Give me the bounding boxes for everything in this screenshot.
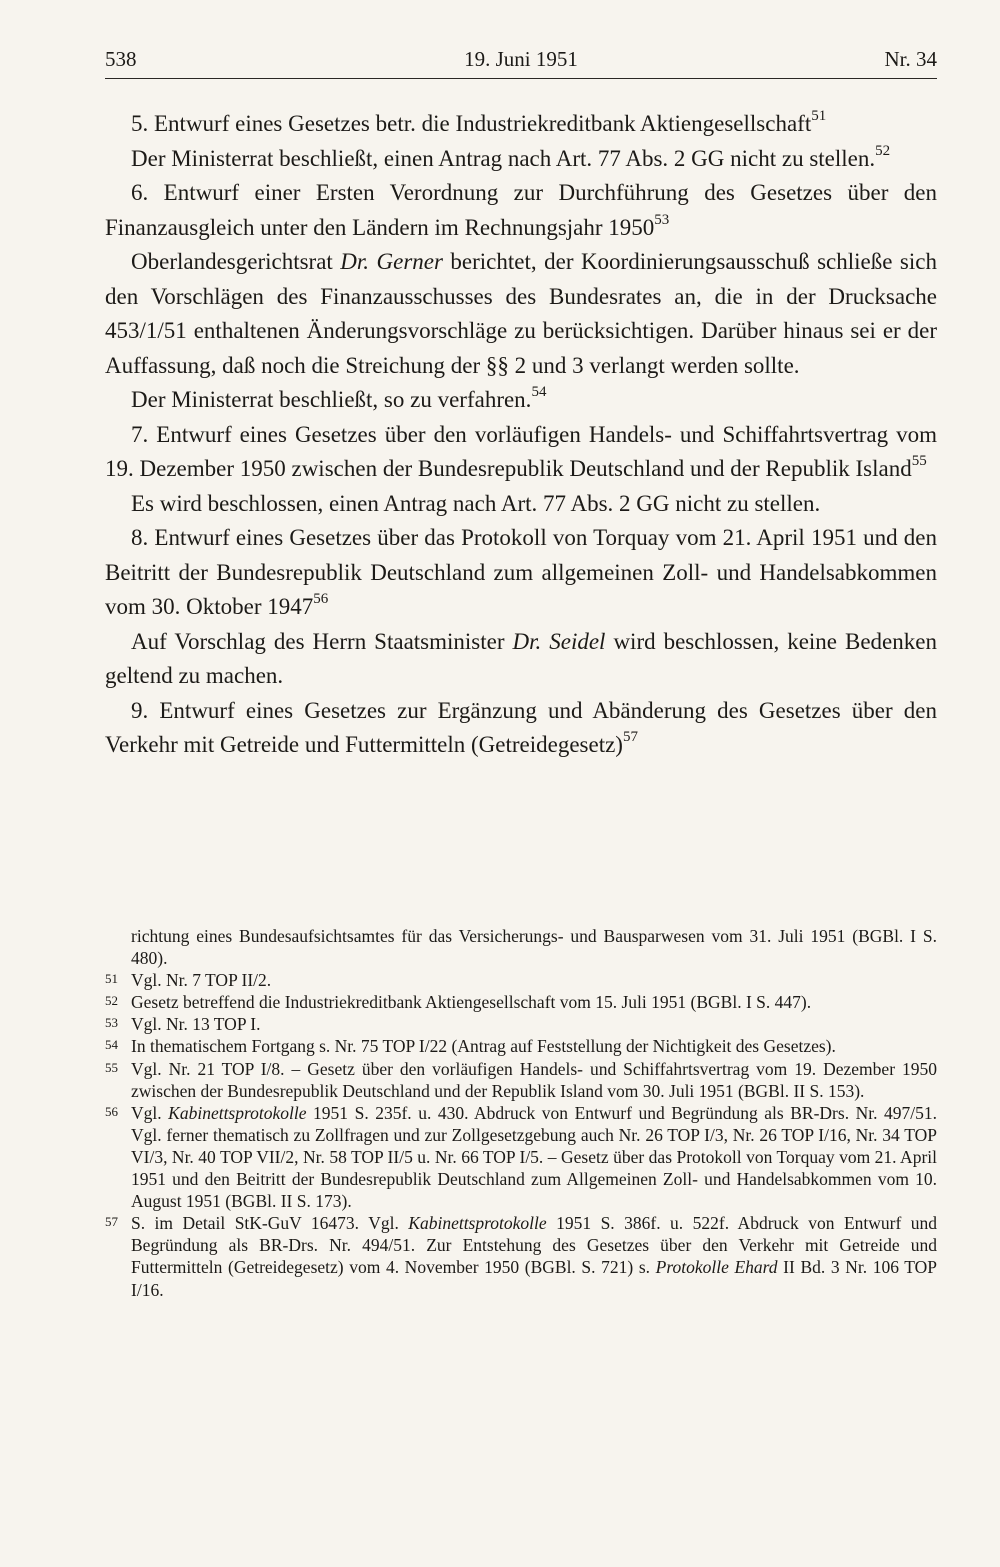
resolution-7: Es wird beschlossen, einen Antrag nach Art. 77 Abs. 2 GG nicht zu stellen.	[131, 490, 821, 516]
footnote-57: 57 S. im Detail StK-GuV 16473. Vgl. Kabinettsprotokolle 1951 S. 386f. u. 522f. Abdruck von Entwurf und Begründung als BR-Drs. Nr. 494/51. Zur Entstehung des Gesetzes über den Verkehr mit Getreide und Futtermitteln (Getreidegesetz) vom 4. November 1950 (BGBl. S. 721) s. Protokolle Ehard II Bd. 3 Nr. 106 TOP I/16.	[105, 1213, 937, 1300]
footnote-51: 51 Vgl. Nr. 7 TOP II/2.	[105, 970, 272, 991]
report-gerner: Oberlandesgerichtsrat Dr. Gerner berichtet, der Koordinierungsausschuß schließe sich den Vorschlägen des Finanzausschusses des Bundesrates an, die in der Drucksache 453/1/51 enthaltenen Änderungsvorschläge zu berücksichtigen. Darüber hinaus sei er der Auffassung, daß noch die Streichung der §§ 2 und 3 verlangt werden sollte.	[105, 249, 937, 378]
footnote-number: 55	[105, 1059, 118, 1075]
header-rule	[105, 78, 937, 79]
footnote-55: 55 Vgl. Nr. 21 TOP I/8. – Gesetz über den vorläufigen Handels- und Schiffahrtsvertrag vom 19. Dezember 1950 zwischen der Bundesrepublik Deutschland und der Republik Island vom 30. Juli 1951 (BGBl. II S. 153).	[105, 1058, 937, 1101]
footnote-number: 57	[105, 1214, 118, 1230]
footnote-54: 54 In thematischem Fortgang s. Nr. 75 TOP I/22 (Antrag auf Feststellung der Nichtigkeit des Gesetzes).	[105, 1036, 836, 1057]
agenda-item-5: 5. Entwurf eines Gesetzes betr. die Industriekreditbank Aktiengesellschaft$^{51}$	[131, 108, 827, 136]
header-date: 19. Juni 1951	[464, 47, 578, 71]
main-text	[105, 107, 937, 763]
person-name: Dr. Seidel	[512, 628, 606, 654]
footnote-number: 52	[105, 993, 118, 1009]
footnote-number: 56	[105, 1103, 118, 1119]
footnote-ref-51: 51	[811, 108, 827, 125]
footnote-continuation: richtung eines Bundesaufsichtsamtes für das Versicherungs- und Bausparwesen vom 31. Juli 1951 (BGBl. I S. 480).	[131, 926, 937, 969]
resolution-6: Der Ministerrat beschließt, so zu verfahren.$^{54}$	[131, 384, 547, 412]
footnote-number: 51	[105, 971, 118, 987]
footnote-ref-55: 55	[911, 453, 927, 470]
footnote-number: 53	[105, 1015, 118, 1031]
resolution-8: Auf Vorschlag des Herrn Staatsminister Dr. Seidel wird beschlossen, keine Bedenken geltend zu machen.	[105, 628, 937, 688]
footnote-ref-54: 54	[531, 384, 547, 401]
footnote-ref-52: 52	[875, 142, 891, 159]
agenda-item-9: 9. Entwurf eines Gesetzes zur Ergänzung und Abänderung des Gesetzes über den Verkehr mit Getreide und Futtermitteln (Getreidegesetz)$^{57}$	[105, 697, 937, 757]
footnote-ref-53: 53	[654, 211, 670, 228]
footnote-ref-56: 56	[313, 591, 329, 608]
footnote-ref-57: 57	[622, 729, 638, 746]
page-number: 538	[105, 47, 137, 71]
header-issue-number: Nr. 34	[884, 47, 937, 71]
footnotes	[105, 925, 937, 1301]
agenda-item-7: 7. Entwurf eines Gesetzes über den vorläufigen Handels- und Schiffahrtsvertrag vom 19. Dezember 1950 zwischen der Bundesrepublik Deutschland und der Republik Island$^{55}$	[105, 421, 937, 481]
resolution-5: Der Ministerrat beschließt, einen Antrag nach Art. 77 Abs. 2 GG nicht zu stellen.$^{52}$	[131, 142, 891, 171]
running-header	[105, 44, 937, 74]
agenda-item-8: 8. Entwurf eines Gesetzes über das Protokoll von Torquay vom 21. April 1951 und den Beitritt der Bundesrepublik Deutschland zum allgemeinen Zoll- und Handelsabkommen vom 30. Oktober 1947$^{56}$	[105, 525, 937, 619]
person-name: Dr. Gerner	[340, 249, 443, 274]
footnote-52: 52 Gesetz betreffend die Industriekreditbank Aktiengesellschaft vom 15. Juli 1951 (BGBl. I S. 447).	[105, 992, 812, 1013]
footnote-56: 56 Vgl. Kabinettsprotokolle 1951 S. 235f. u. 430. Abdruck von Entwurf und Begründung als BR-Drs. Nr. 497/51. Vgl. ferner thematisch zu Zollfragen und zur Zollgesetzgebung auch Nr. 26 TOP I/3, Nr. 26 TOP I/16, Nr. 34 TOP VI/3, Nr. 40 TOP VII/2, Nr. 58 TOP II/5 u. Nr. 66 TOP I/5. – Gesetz über das Protokoll von Torquay vom 21. April 1951 und den Beitritt der Bundesrepublik Deutschland zum Allgemeinen Zoll- und Handelsabkommen vom 10. August 1951 (BGBl. II S. 173).	[105, 1102, 937, 1212]
footnote-number: 54	[105, 1037, 118, 1053]
agenda-item-6: 6. Entwurf einer Ersten Verordnung zur Durchführung des Gesetzes über den Finanzausgleich unter den Ländern im Rechnungsjahr 1950$^{53}$	[105, 180, 937, 240]
footnote-53: 53 Vgl. Nr. 13 TOP I.	[105, 1014, 261, 1035]
